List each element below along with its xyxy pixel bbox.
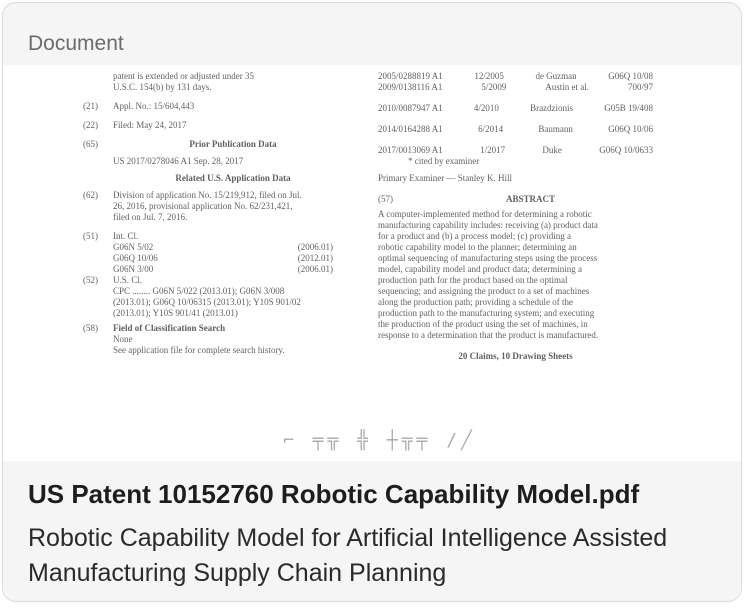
patent-page-preview (83, 65, 653, 461)
abstract-line: production path to the manufacturing system; and executing (378, 308, 595, 318)
field-search-heading: Field of Classification Search (113, 323, 226, 333)
patent-right-column (378, 71, 653, 362)
division-text: 26, 2016, provisional application No. 62/231,421, (113, 201, 293, 211)
field-tag: (62) (83, 190, 98, 200)
cited-by-examiner: * cited by examiner (408, 156, 480, 166)
abstract-line: along the production path; providing a schedule of the (378, 297, 573, 307)
term-extension-line: U.S.C. 154(b) by 131 days. (113, 82, 212, 92)
division-text: filed on Jul. 7, 2016. (113, 212, 188, 222)
document-file-name[interactable]: US Patent 10152760 Robotic Capability Model.pdf (28, 479, 640, 509)
us-cl-heading: U.S. Cl. (113, 275, 143, 285)
abstract-line: sequencing; and assigning the product to a set of machines (378, 286, 590, 296)
field-tag: (52) (83, 275, 98, 285)
abstract-line: for a product and (b) a process model; (c) providing a (378, 231, 571, 241)
reference-row: 2010/0087947 A1 4/2010 Brazdzionis G05B 19/408 (378, 103, 653, 113)
abstract-line: robotic capability model to the planner; determining an (378, 242, 577, 252)
field-tag: (57) (378, 194, 393, 204)
abstract-line: manufacturing capability includes: receiving (a) product data (378, 220, 598, 230)
document-description: Robotic Capability Model for Artificial Intelligence Assisted Manufacturing Supply Chain Planning (28, 524, 668, 587)
field-tag: (58) (83, 323, 98, 333)
field-tag: (65) (83, 139, 98, 149)
field-tag: (22) (83, 120, 98, 130)
int-class-row: G06N 5/02 (2006.01) (113, 242, 333, 252)
application-number: Appl. No.: 15/604,443 (113, 101, 195, 111)
int-class-row: G06Q 10/06 (2012.01) (113, 253, 333, 263)
field-tag: (21) (83, 101, 98, 111)
claims-drawing-count: 20 Claims, 10 Drawing Sheets (458, 351, 573, 361)
abstract-line: A computer-implemented method for determining a robotic (378, 209, 592, 219)
field-search-text: None (113, 334, 133, 344)
division-text: Division of application No. 15/219,912, filed on Jul. (113, 190, 302, 200)
abstract-heading: ABSTRACT (505, 194, 555, 204)
related-data-heading: Related U.S. Application Data (175, 173, 291, 183)
abstract-line: model, capability model and product data; determining a (378, 264, 582, 274)
abstract-line: response to a determination that the product is manufactured. (378, 330, 599, 340)
abstract-line: the production of the product using the set of machines, in (378, 319, 588, 329)
us-cl-text: (2013.01); Y10S 901/41 (2013.01) (113, 308, 238, 318)
abstract-line: optimal sequencing of manufacturing steps using the process (378, 253, 598, 263)
field-tag: (51) (83, 231, 98, 241)
int-cl-heading: Int. Cl. (113, 231, 139, 241)
reference-row: 2009/0138116 A1 5/2009 Austin et al. 700/97 (378, 82, 653, 92)
us-cl-text: (2013.01); G06Q 10/06315 (2013.01); Y10S 901/02 (113, 297, 301, 307)
field-search-text: See application file for complete search history. (113, 345, 285, 355)
reference-row: 2014/0164288 A1 6/2014 Baumann G06Q 10/06 (378, 124, 653, 134)
patent-left-column (83, 71, 353, 356)
document-preview-thumbnail[interactable] (3, 65, 742, 461)
card-footer (3, 461, 742, 602)
us-cl-text: CPC ........ G06N 5/022 (2013.01); G06N 3/008 (113, 286, 285, 296)
abstract-line: production path for the product based on the optimal (378, 275, 568, 285)
document-card[interactable] (2, 2, 742, 602)
reference-row: 2005/0288819 A1 12/2005 de Guzman G06Q 10/08 (378, 71, 653, 81)
int-class-row: G06N 3/00 (2006.01) (113, 264, 333, 274)
term-extension-line: patent is extended or adjusted under 35 (113, 71, 254, 81)
prior-publication-data: US 2017/0278046 A1 Sep. 28, 2017 (113, 156, 244, 166)
document-type-label: Document (28, 32, 124, 55)
prior-publication-heading: Prior Publication Data (189, 139, 277, 149)
reference-row: 2017/0013069 A1 1/2017 Duke G06Q 10/0633 (378, 145, 653, 155)
primary-examiner: Primary Examiner — Stanley K. Hill (378, 173, 512, 183)
drawing-figure-fragment: ⌐ ╤╦ ╬ ┼╦╤ /╱ (283, 430, 476, 451)
filed-date: Filed: May 24, 2017 (113, 120, 187, 130)
